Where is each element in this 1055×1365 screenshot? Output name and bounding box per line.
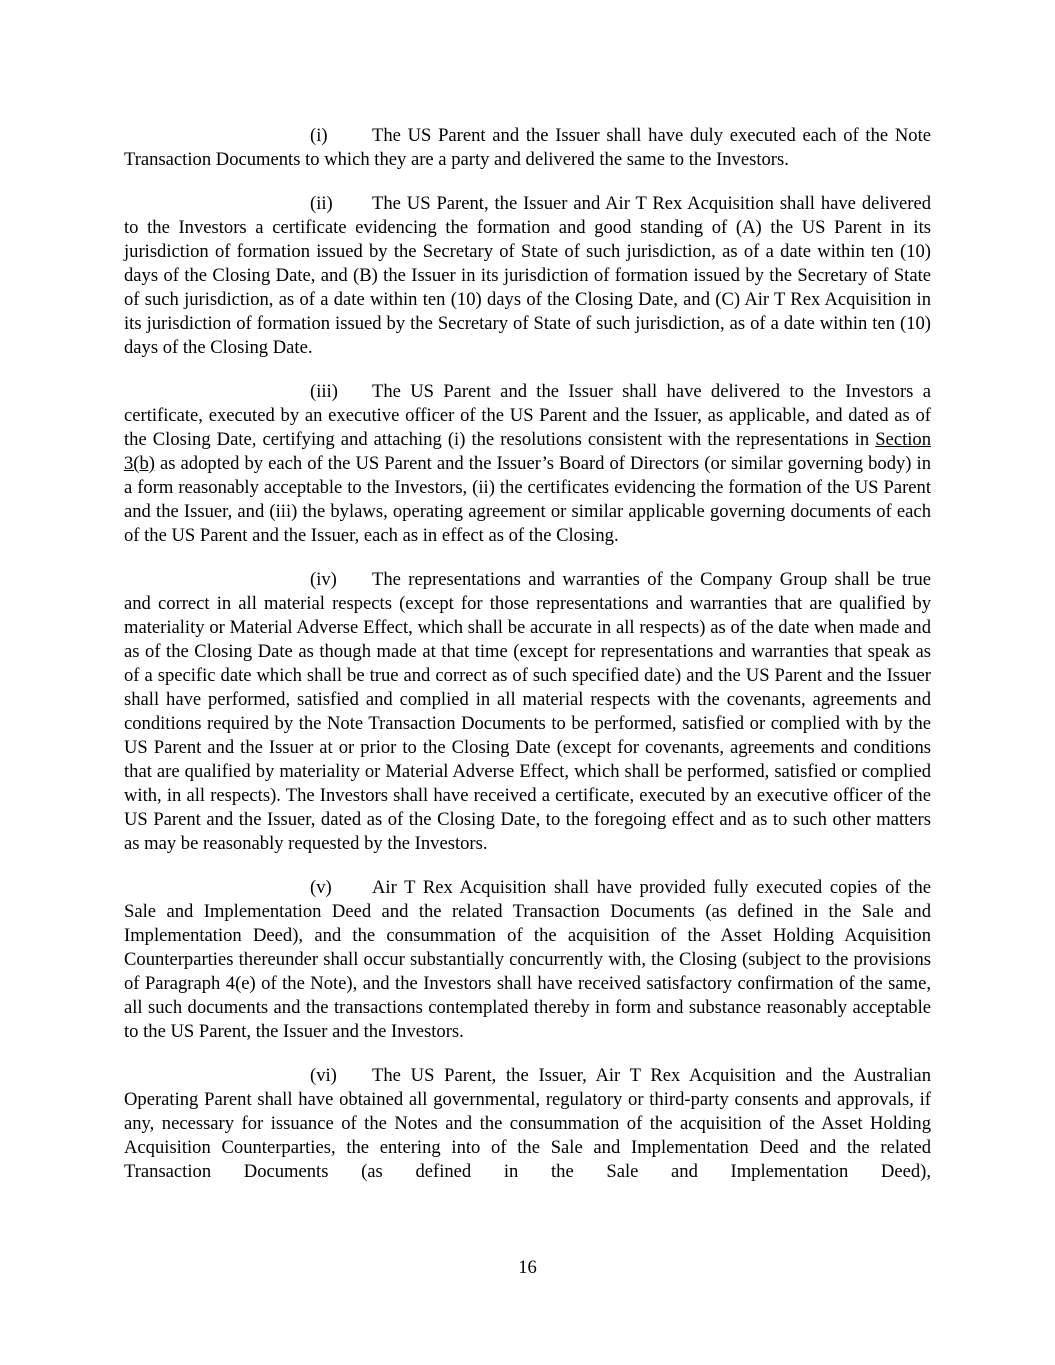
paragraph-text: The US Parent and the Issuer shall have duly executed each of the Note Transaction Documents to which they are a party and delivered the same to the Investors. (124, 125, 931, 170)
paragraph-text: The US Parent, the Issuer and Air T Rex Acquisition shall have delivered to the Investors a certificate evidencing the formation and good standing of (A) the US Parent in its jurisdiction of formation issued by the Secretary of State of such jurisdiction, as of a date within ten (10) days of the Closing Date, and (B) the Issuer in its jurisdiction of formation issued by the Secretary of State of such jurisdiction, as of a date within ten (10) days of the Closing Date, and (C) Air T Rex Acquisition in its jurisdiction of formation issued by the Secretary of State of such jurisdiction, as of a date within ten (10) days of the Closing Date. (124, 193, 931, 358)
paragraph-number: (ii) (310, 193, 333, 214)
paragraph-number: (iii) (310, 381, 338, 402)
paragraph-text-before: The US Parent and the Issuer shall have delivered to the Investors a certificate, executed by an executive officer of the US Parent and the Issuer, as applicable, and dated as of the Closing Date, certifying and attaching (i) the resolutions consistent with the representations in (124, 381, 931, 450)
paragraph-number: (v) (310, 877, 332, 898)
paragraph-number: (i) (310, 125, 328, 146)
paragraph-vi (124, 1064, 931, 1184)
document-page (124, 124, 931, 1204)
paragraph-text: The US Parent, the Issuer, Air T Rex Acquisition and the Australian Operating Parent shall have obtained all governmental, regulatory or third-party consents and approvals, if any, necessary for issuance of the Notes and the consummation of the acquisition of the Asset Holding Acquisition Counterparties, the entering into of the Sale and Implementation Deed and the related Transaction Documents (as defined in the Sale and Implementation Deed), (124, 1065, 931, 1182)
paragraph-text: Air T Rex Acquisition shall have provided fully executed copies of the Sale and Implementation Deed and the related Transaction Documents (as defined in the Sale and Implementation Deed), and the consummation of the acquisition of the Asset Holding Acquisition Counterparties thereunder shall occur substantially concurrently with, the Closing (subject to the provisions of Paragraph 4(e) of the Note), and the Investors shall have received satisfactory confirmation of the same, all such documents and the transactions contemplated thereby in form and substance reasonably acceptable to the US Parent, the Issuer and the Investors. (124, 877, 931, 1042)
paragraph-v (124, 876, 931, 1044)
section-reference-link: Section 3(b) (124, 429, 931, 474)
paragraph-number: (vi) (310, 1065, 337, 1086)
page-number: 16 (518, 1257, 537, 1278)
paragraph-text: The representations and warranties of the Company Group shall be true and correct in all material respects (except for those representations and warranties that are qualified by materiality or Material Adverse Effect, which shall be accurate in all respects) as of the date when made and as of the Closing Date as though made at that time (except for representations and warranties that speak as of a specific date which shall be true and correct as of such specified date) and the US Parent and the Issuer shall have performed, satisfied and complied in all material respects with the covenants, agreements and conditions required by the Note Transaction Documents to be performed, satisfied or complied with by the US Parent and the Issuer at or prior to the Closing Date (except for covenants, agreements and conditions that are qualified by materiality or Material Adverse Effect, which shall be performed, satisfied or complied with, in all respects). The Investors shall have received a certificate, executed by an executive officer of the US Parent and the Issuer, dated as of the Closing Date, to the foregoing effect and as to such other matters as may be reasonably requested by the Investors. (124, 569, 931, 854)
paragraph-number: (iv) (310, 569, 337, 590)
paragraph-i (124, 124, 931, 172)
paragraph-iii (124, 380, 931, 548)
paragraph-iv (124, 568, 931, 856)
paragraph-ii (124, 192, 931, 360)
paragraph-text-after: as adopted by each of the US Parent and the Issuer’s Board of Directors (or similar governing body) in a form reasonably acceptable to the Investors, (ii) the certificates evidencing the formation of the US Parent and the Issuer, and (iii) the bylaws, operating agreement or similar applicable governing documents of each of the US Parent and the Issuer, each as in effect as of the Closing. (124, 453, 931, 546)
